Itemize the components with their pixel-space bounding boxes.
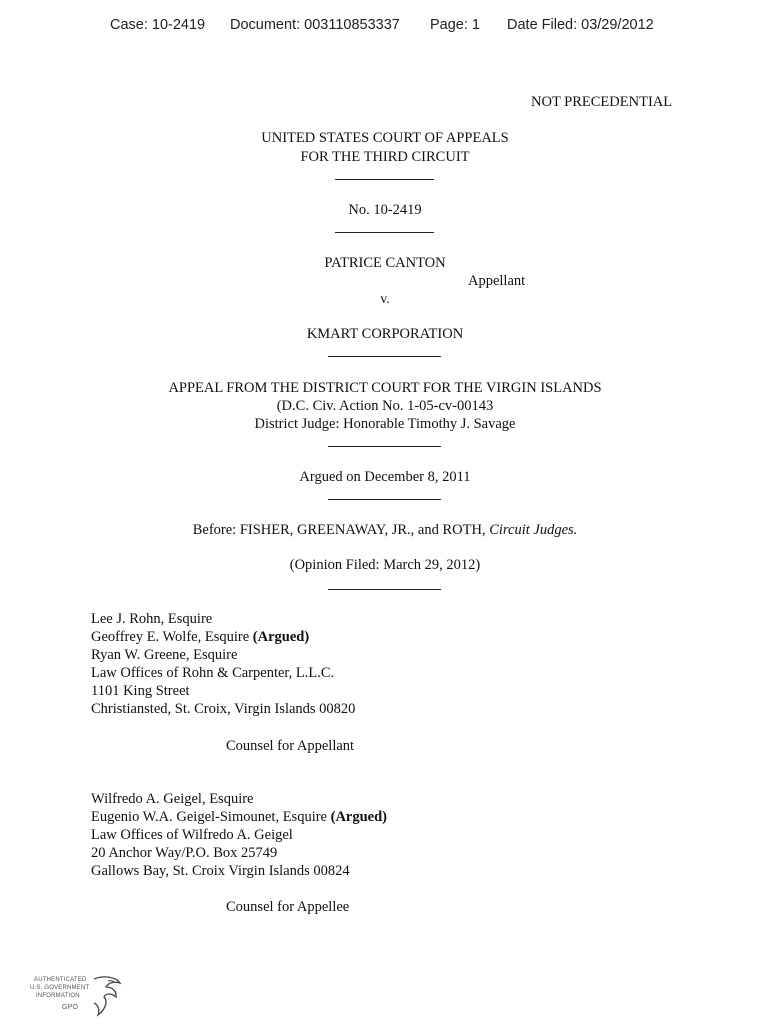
document-number-header: Document: 003110853337	[230, 17, 400, 33]
case-number-header: Case: 10-2419	[110, 17, 206, 33]
counsel-line: 20 Anchor Way/P.O. Box 25749	[91, 845, 278, 861]
counsel-line: Geoffrey E. Wolfe, Esquire (Argued)	[91, 629, 310, 645]
panel-judges-title: Circuit Judges.	[489, 522, 578, 538]
appellant-name: PATRICE CANTON	[324, 255, 446, 271]
counsel-line: Lee J. Rohn, Esquire	[91, 611, 213, 627]
divider-rule	[328, 446, 441, 447]
counsel-line: Ryan W. Greene, Esquire	[91, 647, 238, 663]
docket-number: No. 10-2419	[348, 202, 422, 218]
date-filed-header: Date Filed: 03/29/2012	[507, 17, 654, 33]
court-name-line2: FOR THE THIRD CIRCUIT	[300, 149, 470, 165]
argued-date: Argued on December 8, 2011	[299, 469, 471, 485]
counsel-line: Eugenio W.A. Geigel-Simounet, Esquire (Argued)	[91, 809, 388, 825]
counsel-for-appellee-label: Counsel for Appellee	[226, 899, 350, 915]
panel-judges-names: Before: FISHER, GREENAWAY, JR., and ROTH,	[192, 522, 490, 538]
counsel-line: Gallows Bay, St. Croix Virgin Islands 00824	[91, 863, 350, 879]
district-judge: District Judge: Honorable Timothy J. Savage	[254, 416, 516, 432]
appellee-name: KMART CORPORATION	[306, 326, 464, 342]
divider-rule	[335, 232, 434, 233]
precedential-designation: NOT PRECEDENTIAL	[531, 94, 673, 110]
counsel-line: Wilfredo A. Geigel, Esquire	[91, 791, 254, 807]
page-number-header: Page: 1	[430, 17, 480, 33]
panel-judges	[0, 522, 770, 539]
divider-rule	[335, 179, 434, 180]
counsel-line: Law Offices of Wilfredo A. Geigel	[91, 827, 293, 843]
appeal-origin: APPEAL FROM THE DISTRICT COURT FOR THE VIRGIN ISLANDS	[168, 380, 602, 396]
stamp-text: U.S. GOVERNMENT	[30, 985, 90, 991]
stamp-text: AUTHENTICATED	[34, 977, 87, 983]
divider-rule	[328, 499, 441, 500]
eagle-icon	[84, 975, 124, 1019]
court-name-line1: UNITED STATES COURT OF APPEALS	[261, 130, 509, 146]
counsel-line: Christiansted, St. Croix, Virgin Islands 00820	[91, 701, 356, 717]
counsel-line: 1101 King Street	[91, 683, 190, 699]
counsel-for-appellant-label: Counsel for Appellant	[226, 738, 355, 754]
versus: v.	[380, 291, 390, 306]
stamp-text: GPO	[62, 1004, 79, 1011]
civil-action-number: (D.C. Civ. Action No. 1-05-cv-00143	[276, 398, 494, 414]
divider-rule	[328, 356, 441, 357]
appellant-role: Appellant	[468, 273, 526, 289]
opinion-filed-date: (Opinion Filed: March 29, 2012)	[289, 557, 481, 573]
divider-rule	[328, 589, 441, 590]
counsel-line: Law Offices of Rohn & Carpenter, L.L.C.	[91, 665, 335, 681]
gpo-authentication-seal	[22, 975, 132, 1019]
stamp-text: INFORMATION	[36, 993, 80, 999]
